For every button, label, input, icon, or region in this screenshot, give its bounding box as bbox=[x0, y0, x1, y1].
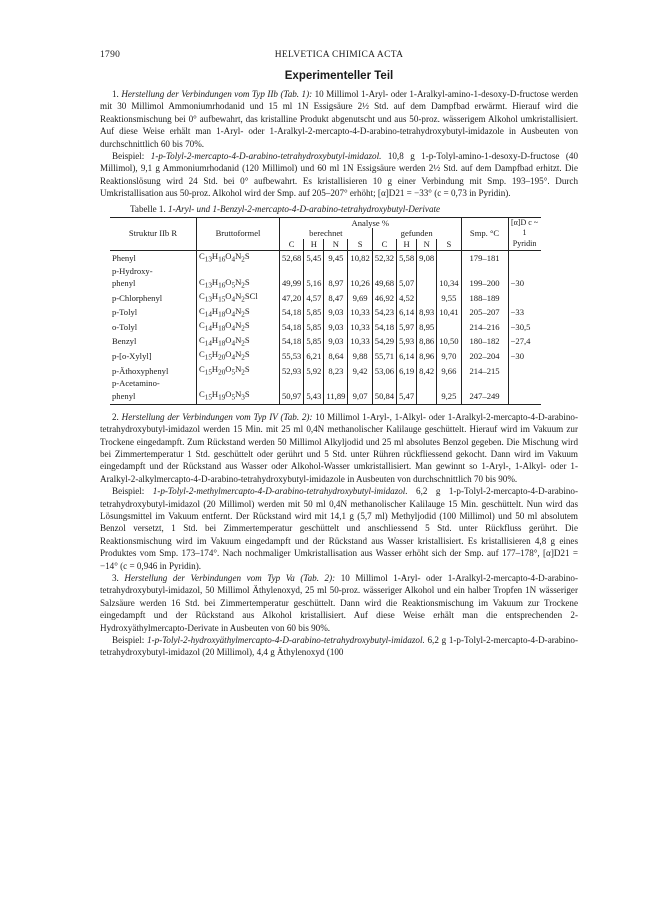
table-row bbox=[110, 378, 541, 389]
th-calc: berechnet bbox=[280, 228, 373, 239]
cell-calc: 4,57 bbox=[304, 291, 324, 306]
cell-found: 5,47 bbox=[397, 389, 417, 404]
cell-found bbox=[372, 378, 396, 389]
table-row bbox=[110, 364, 541, 379]
cell-found: 5,07 bbox=[397, 277, 417, 292]
cell-calc: 5,85 bbox=[304, 320, 324, 335]
cell-found: 8,42 bbox=[417, 364, 437, 379]
cell-mp: 199–200 bbox=[461, 277, 508, 292]
th-found: gefunden bbox=[372, 228, 461, 239]
cell-found bbox=[417, 389, 437, 404]
cell-calc: 9,03 bbox=[324, 335, 348, 350]
cell-found bbox=[437, 266, 461, 277]
cell-calc: 5,16 bbox=[304, 277, 324, 292]
example2-name: 1-p-Tolyl-2-methylmercapto-4-D-arabino-tetrahydroxybutyl-imidazol. bbox=[152, 486, 408, 497]
cell-structure: Benzyl bbox=[112, 336, 137, 347]
paragraph-sec1: 1. Herstellung der Verbindungen vom Typ IIb (Tab. 1): 10 Millimol 1-Aryl- oder 1-Aralkyl-amino-1-desoxy-D-fructose werden mit 30 Millimol Ammoniumrhodanid und 15 ml 1N Essigsäure 2½ Std. auf dem Dampfbad erwärmt. Hierauf wird die Reaktionsmischung bei 0° aufbewahrt, das kristalline Produkt abgenutscht und aus 50-proz. wässerigem Alkohol umkristallisiert. Auf diese Weise erhält man 1-Aryl- oder 1-Aralkyl-2-mercapto-4-D-arabino-tetrahydroxybutyl-imidazole in Ausbeuten von durchschnittlich 60 bis 70%. bbox=[100, 89, 578, 149]
cell-calc bbox=[304, 266, 324, 277]
cell-found: 54,29 bbox=[372, 335, 396, 350]
cell-found: 9,08 bbox=[417, 251, 437, 266]
cell-formula: $C_{14}H_{18}O_4N_2S$ bbox=[197, 335, 280, 350]
cell-calc: 9,42 bbox=[348, 364, 372, 379]
cell-found: 6,14 bbox=[397, 306, 417, 321]
cell-structure: phenyl bbox=[112, 278, 136, 289]
cell-found: 6,19 bbox=[397, 364, 417, 379]
cell-rotation bbox=[508, 291, 541, 306]
cell-mp: 247–249 bbox=[461, 389, 508, 404]
cell-found: 5,97 bbox=[397, 320, 417, 335]
cell-mp: 205–207 bbox=[461, 306, 508, 321]
cell-formula: $C_{15}H_{20}O_5N_2S$ bbox=[197, 364, 280, 379]
cell-found bbox=[437, 378, 461, 389]
cell-mp bbox=[461, 266, 508, 277]
cell-found: 46,92 bbox=[372, 291, 396, 306]
cell-calc bbox=[348, 266, 372, 277]
th-formula: Bruttoformel bbox=[197, 217, 280, 250]
cell-mp: 188–189 bbox=[461, 291, 508, 306]
cell-rotation: −30,5 bbox=[508, 320, 541, 335]
cell-structure: p-Chlorphenyl bbox=[112, 292, 163, 303]
cell-rotation: −27,4 bbox=[508, 335, 541, 350]
cell-calc: 52,68 bbox=[280, 251, 304, 266]
example2-text: 6,2 g 1-p-Tolyl-2-mercapto-4-D-arabino-tetrahydroxybutyl-imidazol (20 Millimol) werden mit 50 ml 0,4N methanolischer Kalilauge 15 Min. geschüttelt. Nun wird das Lösungsmittel im Vakuum entfernt. Der Rückstand wird mit 14,1 g (5,7 ml) Methyljodid (100 Millimol) und 50 ml absolutem Benzol versetzt, 1 Std. bei Zimmertemperatur geschüttelt und anschliessend 5 Std. unter Rückfluss gerührt. Die Reaktionsmischung wird im Vakuum eingedampft und der Rückstand aus Wasser kristallisiert. Es kristallisieren 4,8 g eines Produktes vom Smp. 173–174°. Nach nochmaliger Umkristallisation aus Wasser erhöht sich der Smp. auf 177–178°, [α]D21 = −14° (c = 0,946 in Pyridin). bbox=[100, 486, 578, 571]
sec2-heading: Herstellung der Verbindungen vom Typ IV (Tab. 2): bbox=[121, 411, 313, 422]
th-element: C bbox=[372, 239, 396, 250]
cell-rotation: −33 bbox=[508, 306, 541, 321]
cell-structure: p-[o-Xylyl] bbox=[112, 351, 152, 361]
table-row bbox=[110, 306, 541, 321]
running-header bbox=[100, 50, 578, 66]
page-number: 1790 bbox=[100, 50, 121, 60]
cell-calc: 5,85 bbox=[304, 335, 324, 350]
cell-found: 49,68 bbox=[372, 277, 396, 292]
cell-found: 50,84 bbox=[372, 389, 396, 404]
cell-found bbox=[417, 378, 437, 389]
th-element: H bbox=[397, 239, 417, 250]
cell-formula: $C_{15}H_{20}O_4N_2S$ bbox=[197, 349, 280, 364]
th-mp: Smp. °C bbox=[461, 217, 508, 250]
cell-found: 9,70 bbox=[437, 349, 461, 364]
cell-found: 6,14 bbox=[397, 349, 417, 364]
sec2-text: 10 Millimol 1-Aryl-, 1-Alkyl- oder 1-Aralkyl-2-mercapto-4-D-arabino-tetrahydroxybutyl-imidazol werden 15 Min. mit 25 ml 0,4N methanolischer Kalilauge geschüttelt. Hierauf wird im Vakuum zur Trockene eingedampft. Zum Rückstand werden 50 Millimol Alkyljodid und 25 ml absolutes Benzol gegeben. Die Mischung wird bei Zimmertemperatur 1 Std. geschüttelt oder gerührt und 5 Std. unter Rühren rückfliessend gekocht. Dann wird im Vakuum eingedampft und der Rückstand aus Wasser oder Alkohol-Wasser umkristallisiert. Man gewinnt so 1-Aryl-, 1-Alkyl- oder 1-Aralkyl-2-alkylmercapto-4-D-arabino-tetrahydroxybutyl-imidazole in Ausbeuten von durchschnittlich 70 bis 90%. bbox=[100, 411, 578, 484]
cell-found bbox=[417, 277, 437, 292]
cell-formula: $C_{15}H_{19}O_5N_3S$ bbox=[197, 389, 280, 404]
table-row bbox=[110, 320, 541, 335]
cell-calc: 50,97 bbox=[280, 389, 304, 404]
cell-structure: phenyl bbox=[112, 391, 136, 402]
cell-found: 4,52 bbox=[397, 291, 417, 306]
cell-calc: 10,33 bbox=[348, 335, 372, 350]
cell-structure: p-Tolyl bbox=[112, 307, 138, 318]
table1 bbox=[110, 217, 541, 405]
cell-mp: 214–215 bbox=[461, 364, 508, 379]
table-row bbox=[110, 266, 541, 277]
cell-formula: $C_{14}H_{18}O_4N_2S$ bbox=[197, 320, 280, 335]
cell-found: 54,23 bbox=[372, 306, 396, 321]
cell-calc: 9,07 bbox=[348, 389, 372, 404]
cell-calc: 47,20 bbox=[280, 291, 304, 306]
paragraph-example2: Beispiel: 1-p-Tolyl-2-methylmercapto-4-D-arabino-tetrahydroxybutyl-imidazol. 6,2 g 1-p-Tolyl-2-mercapto-4-D-arabino-tetrahydroxybutyl-imidazol (20 Millimol) werden mit 50 ml 0,4N methanolischer Kalilauge 15 Min. geschüttelt. Nun wird das Lösungsmittel im Vakuum entfernt. Der Rückstand wird mit 14,1 g (5,7 ml) Methyljodid (100 Millimol) und 50 ml absolutem Benzol versetzt, 1 Std. bei Zimmertemperatur geschüttelt und anschliessend 5 Std. unter Rückfluss gerührt. Die Reaktionsmischung wird im Vakuum eingedampft und der Rückstand aus Wasser kristallisiert. Es kristallisieren 4,8 g eines Produktes vom Smp. 173–174°. Nach nochmaliger Umkristallisation aus Wasser erhöht sich der Smp. auf 177–178°, [α]D21 = −14° (c = 0,946 in Pyridin). bbox=[100, 486, 578, 571]
cell-calc bbox=[324, 266, 348, 277]
cell-calc: 5,92 bbox=[304, 364, 324, 379]
cell-calc bbox=[280, 378, 304, 389]
th-element: H bbox=[304, 239, 324, 250]
th-analysis: Analyse % bbox=[280, 217, 462, 228]
example1-text: 10,8 g 1-p-Tolyl-amino-1-desoxy-D-fructose (40 Millimol), 9,1 g Ammoniumrhodanid (120 Millimol) und 60 ml 1N Essigsäure werden 2½ Std. auf dem Dampfbad erhitzt. Die Reaktionslösung wird 24 Std. bei 0° aufbewahrt. Es kristallisieren 10 g einer Verbindung mit Smp. 193–195°. Durch Umkristallisation aus 50-proz. Alkohol wird der Smp. auf 205–207° erhöht; [α]D21 = −33° (c = 0,73 in Pyridin). bbox=[100, 151, 578, 199]
cell-found: 8,86 bbox=[417, 335, 437, 350]
cell-formula bbox=[197, 378, 280, 389]
cell-formula: $C_{14}H_{18}O_4N_2S$ bbox=[197, 306, 280, 321]
cell-found: 9,25 bbox=[437, 389, 461, 404]
cell-calc: 11,89 bbox=[324, 389, 348, 404]
table-row bbox=[110, 277, 541, 292]
cell-calc: 10,33 bbox=[348, 306, 372, 321]
cell-calc: 10,82 bbox=[348, 251, 372, 266]
cell-found: 52,32 bbox=[372, 251, 396, 266]
cell-calc: 8,23 bbox=[324, 364, 348, 379]
cell-structure: p-Hydroxy- bbox=[112, 265, 153, 276]
cell-rotation bbox=[508, 266, 541, 277]
cell-calc: 10,26 bbox=[348, 277, 372, 292]
cell-calc: 54,18 bbox=[280, 335, 304, 350]
paragraph-sec3: 3. Herstellung der Verbindungen vom Typ Va (Tab. 2): 10 Millimol 1-Aryl- oder 1-Aralkyl-2-mercapto-4-D-arabino-tetrahydroxybutyl-imidazol, 50 Millimol Äthylenoxyd, 25 ml 50-proz. wässeriger Alkohol und ein halber Tropfen 1N wässeriger Salzsäure werden 16 Std. bei Zimmertemperatur geschüttelt. Dann wird die Reaktionsmischung im Vakuum zur Trockene eingedampft und der Rückstand aus Alkohol kristallisiert. Auf diese Weise erhält man die entsprechenden 2-Hydroxyäthylmercapto-Derivate in Ausbeuten von 60 bis 90%. bbox=[100, 572, 578, 633]
th-element: N bbox=[417, 239, 437, 250]
cell-mp bbox=[461, 378, 508, 389]
sec3-heading: Herstellung der Verbindungen vom Typ Va (Tab. 2): bbox=[124, 572, 336, 583]
cell-calc: 8,97 bbox=[324, 277, 348, 292]
cell-calc: 5,43 bbox=[304, 389, 324, 404]
cell-calc: 9,88 bbox=[348, 349, 372, 364]
example3-name: 1-p-Tolyl-2-hydroxyäthylmercapto-4-D-arabino-tetrahydroxybutyl-imidazol. bbox=[147, 635, 425, 645]
cell-found: 5,93 bbox=[397, 335, 417, 350]
cell-mp: 214–216 bbox=[461, 320, 508, 335]
cell-rotation bbox=[508, 389, 541, 404]
table-row bbox=[110, 389, 541, 404]
th-element: S bbox=[437, 239, 461, 250]
th-element: N bbox=[324, 239, 348, 250]
paragraph-sec2: 2. Herstellung der Verbindungen vom Typ IV (Tab. 2): 10 Millimol 1-Aryl-, 1-Alkyl- oder 1-Aralkyl-2-mercapto-4-D-arabino-tetrahydroxybutyl-imidazol werden 15 Min. mit 25 ml 0,4N methanolischer Kalilauge geschüttelt. Hierauf wird im Vakuum zur Trockene eingedampft. Zum Rückstand werden 50 Millimol Alkyljodid und 25 ml absolutes Benzol gegeben. Die Mischung wird bei Zimmertemperatur 1 Std. geschüttelt oder gerührt und 5 Std. unter Rühren rückfliessend gekocht. Dann wird im Vakuum eingedampft und der Rückstand aus Wasser oder Alkohol-Wasser umkristallisiert. Man gewinnt so 1-Aryl-, 1-Alkyl- oder 1-Aralkyl-2-alkylmercapto-4-D-arabino-tetrahydroxybutyl-imidazole in Ausbeuten von durchschnittlich 70 bis 90%. bbox=[100, 411, 578, 484]
cell-found: 54,18 bbox=[372, 320, 396, 335]
cell-found: 10,34 bbox=[437, 277, 461, 292]
cell-calc: 9,03 bbox=[324, 320, 348, 335]
cell-calc: 54,18 bbox=[280, 320, 304, 335]
sec1-heading: Herstellung der Verbindungen vom Typ IIb (Tab. 1): bbox=[121, 89, 313, 99]
cell-mp: 202–204 bbox=[461, 349, 508, 364]
th-structure: Struktur IIb R bbox=[128, 228, 178, 239]
cell-structure: p-Acetamino- bbox=[112, 378, 160, 389]
cell-structure: Phenyl bbox=[112, 252, 136, 263]
sec3-text: 10 Millimol 1-Aryl- oder 1-Aralkyl-2-mercapto-4-D-arabino-tetrahydroxybutyl-imidazol, 50 Millimol Äthylenoxyd, 25 ml 50-proz. wässeriger Alkohol und ein halber Tropfen 1N wässeriger Salzsäure werden 16 Std. bei Zimmertemperatur geschüttelt. Dann wird die Reaktionsmischung im Vakuum zur Trockene eingedampft und der Rückstand aus Alkohol kristallisiert. Auf diese Weise erhält man die entsprechenden 2-Hydroxyäthylmercapto-Derivate in Ausbeuten von 60 bis 90%. bbox=[100, 572, 578, 633]
cell-rotation: −30 bbox=[508, 277, 541, 292]
cell-calc: 52,93 bbox=[280, 364, 304, 379]
cell-calc: 9,45 bbox=[324, 251, 348, 266]
cell-found bbox=[372, 266, 396, 277]
sec1-text: 10 Millimol 1-Aryl- oder 1-Aralkyl-amino-1-desoxy-D-fructose werden mit 30 Millimol Ammoniumrhodanid und 15 ml 1N Essigsäure 2½ Std. auf dem Dampfbad erwärmt. Hierauf wird die Reaktionsmischung bei 0° aufbewahrt, das kristalline Produkt abgenutscht und aus 50-proz. wässerigem Alkohol umkristallisiert. Auf diese Weise erhält man 1-Aryl- oder 1-Aralkyl-2-mercapto-4-D-arabino-tetrahydroxybutyl-imidazole in Ausbeuten von durchschnittlich 60 bis 70%. bbox=[100, 89, 578, 149]
cell-found: 10,41 bbox=[437, 306, 461, 321]
cell-calc: 5,45 bbox=[304, 251, 324, 266]
table1-caption: Tabelle 1. 1-Aryl- und 1-Benzyl-2-mercapto-4-D-arabino-tetrahydroxybutyl-Derivate bbox=[130, 203, 441, 214]
cell-calc: 6,21 bbox=[304, 349, 324, 364]
cell-calc: 9,03 bbox=[324, 306, 348, 321]
cell-structure: o-Tolyl bbox=[112, 321, 138, 332]
cell-found: 53,06 bbox=[372, 364, 396, 379]
paragraph-example1: Beispiel: 1-p-Tolyl-2-mercapto-4-D-arabino-tetrahydroxybutyl-imidazol. 10,8 g 1-p-Tolyl-amino-1-desoxy-D-fructose (40 Millimol), 9,1 g Ammoniumrhodanid (120 Millimol) und 60 ml 1N Essigsäure werden 2½ Std. auf dem Dampfbad erhitzt. Die Reaktionslösung wird 24 Std. bei 0° aufbewahrt. Es kristallisieren 10 g einer Verbindung mit Smp. 193–195°. Durch Umkristallisation aus 50-proz. Alkohol wird der Smp. auf 205–207° erhöht; [α]D21 = −33° (c = 0,73 in Pyridin). bbox=[100, 151, 578, 199]
cell-calc bbox=[348, 378, 372, 389]
cell-found: 10,50 bbox=[437, 335, 461, 350]
table-row bbox=[110, 335, 541, 350]
paragraph-example3: Beispiel: 1-p-Tolyl-2-hydroxyäthylmercapto-4-D-arabino-tetrahydroxybutyl-imidazol. 6,2 g 1-p-Tolyl-2-mercapto-4-D-arabino-tetrahydroxybutyl-imidazol (20 Millimol), 4,4 g Äthylenoxyd (100 bbox=[100, 635, 578, 658]
cell-found bbox=[437, 251, 461, 266]
cell-rotation bbox=[508, 378, 541, 389]
table-row bbox=[110, 291, 541, 306]
cell-found bbox=[417, 266, 437, 277]
cell-calc: 9,69 bbox=[348, 291, 372, 306]
cell-structure: p-Äthoxyphenyl bbox=[112, 365, 169, 376]
journal-title: HELVETICA CHIMICA ACTA bbox=[274, 50, 404, 60]
cell-formula: $C_{13}H_{16}O_4N_2S$ bbox=[197, 251, 280, 266]
cell-formula: $C_{13}H_{15}O_4N_2SCl$ bbox=[197, 291, 280, 306]
cell-mp: 180–182 bbox=[461, 335, 508, 350]
cell-calc: 55,53 bbox=[280, 349, 304, 364]
cell-found: 9,66 bbox=[437, 364, 461, 379]
cell-calc bbox=[280, 266, 304, 277]
cell-calc: 8,47 bbox=[324, 291, 348, 306]
table-row bbox=[110, 349, 541, 364]
cell-found bbox=[417, 291, 437, 306]
cell-rotation bbox=[508, 251, 541, 266]
cell-calc bbox=[304, 378, 324, 389]
cell-calc bbox=[324, 378, 348, 389]
th-element: C bbox=[280, 239, 304, 250]
example3-text: 6,2 g 1-p-Tolyl-2-mercapto-4-D-arabino-tetrahydroxybutyl-imidazol (20 Millimol), 4,4 g Äthylenoxyd (100 bbox=[100, 635, 578, 658]
cell-calc: 10,33 bbox=[348, 320, 372, 335]
cell-found: 5,58 bbox=[397, 251, 417, 266]
table-row bbox=[110, 251, 541, 266]
cell-formula: $C_{13}H_{16}O_5N_2S$ bbox=[197, 277, 280, 292]
page bbox=[100, 50, 578, 659]
cell-calc: 49,99 bbox=[280, 277, 304, 292]
cell-found bbox=[437, 320, 461, 335]
th-rotation: [α]D c ~ 1 Pyridin bbox=[508, 217, 541, 250]
cell-found: 8,93 bbox=[417, 306, 437, 321]
cell-calc: 54,18 bbox=[280, 306, 304, 321]
cell-found: 55,71 bbox=[372, 349, 396, 364]
cell-found: 8,95 bbox=[417, 320, 437, 335]
cell-rotation: −30 bbox=[508, 349, 541, 364]
cell-calc: 8,64 bbox=[324, 349, 348, 364]
cell-calc: 5,85 bbox=[304, 306, 324, 321]
cell-found: 9,55 bbox=[437, 291, 461, 306]
cell-found bbox=[397, 378, 417, 389]
cell-mp: 179–181 bbox=[461, 251, 508, 266]
th-element: S bbox=[348, 239, 372, 250]
cell-rotation bbox=[508, 364, 541, 379]
section-title: Experimenteller Teil bbox=[284, 70, 394, 82]
cell-found: 8,96 bbox=[417, 349, 437, 364]
cell-formula bbox=[197, 266, 280, 277]
cell-found bbox=[397, 266, 417, 277]
example1-name: 1-p-Tolyl-2-mercapto-4-D-arabino-tetrahydroxybutyl-imidazol. bbox=[150, 151, 382, 162]
